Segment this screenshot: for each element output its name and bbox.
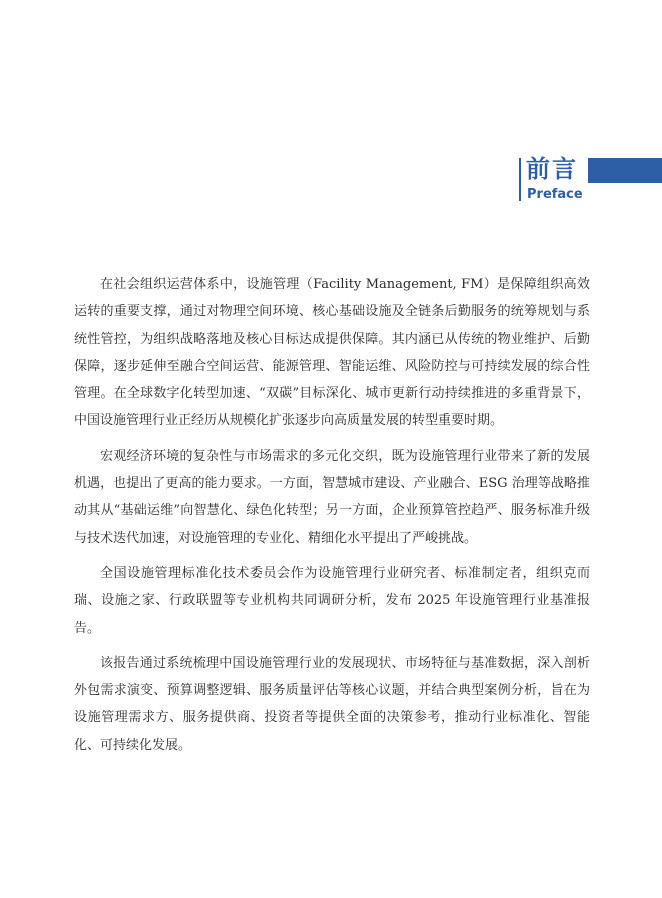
paragraph: 在社会组织运营体系中，设施管理（Facility Management, FM）是保障组织高效运转的重要支撑，通过对物理空间环境、核心基础设施及全链条后勤服务的统筹规划与系统性管控，为组织战略落地及核心目标达成提供保障。其内涵已从传统的物业维护、后勤保障，逐步延伸至融合空间运营、能源管理、智能运维、风险防控与可持续发展的综合性管理。在全球数字化转型加速、“双碳”目标深化、城市更新行动持续推进的多重背景下，中国设施管理行业正经历从规模化扩张逐步向高质量发展的转型重要时期。 [74,277,590,429]
paragraph: 宏观经济环境的复杂性与市场需求的多元化交织，既为设施管理行业带来了新的发展机遇，也提出了更高的能力要求。一方面，智慧城市建设、产业融合、ESG 治理等战略推动其从“基础运维”向智慧化、绿色化转型；另一方面，企业预算管控趋严、服务标准升级与技术迭代加速，对设施管理的专业化、精细化水平提出了严峻挑战。 [74,448,590,546]
paragraph: 该报告通过系统梳理中国设施管理行业的发展现状、市场特征与基准数据，深入剖析外包需求演变、预算调整逻辑、服务质量评估等核心议题，并结合典型案例分析，旨在为设施管理需求方、服务提供商、投资者等提供全面的决策参考，推动行业标准化、智能化、可持续化发展。 [74,655,590,753]
page-subtitle: Preface [527,187,583,202]
preface-body [74,271,590,767]
page-title: 前言 [526,154,578,183]
header-accent-bar [588,158,662,183]
header-divider [519,158,521,201]
section-header [516,154,662,203]
paragraph: 全国设施管理标准化技术委员会作为设施管理行业研究者、标准制定者，组织克而瑞、设施之家、行政联盟等专业机构共同调研分析，发布 2025 年设施管理行业基准报告。 [74,565,590,636]
